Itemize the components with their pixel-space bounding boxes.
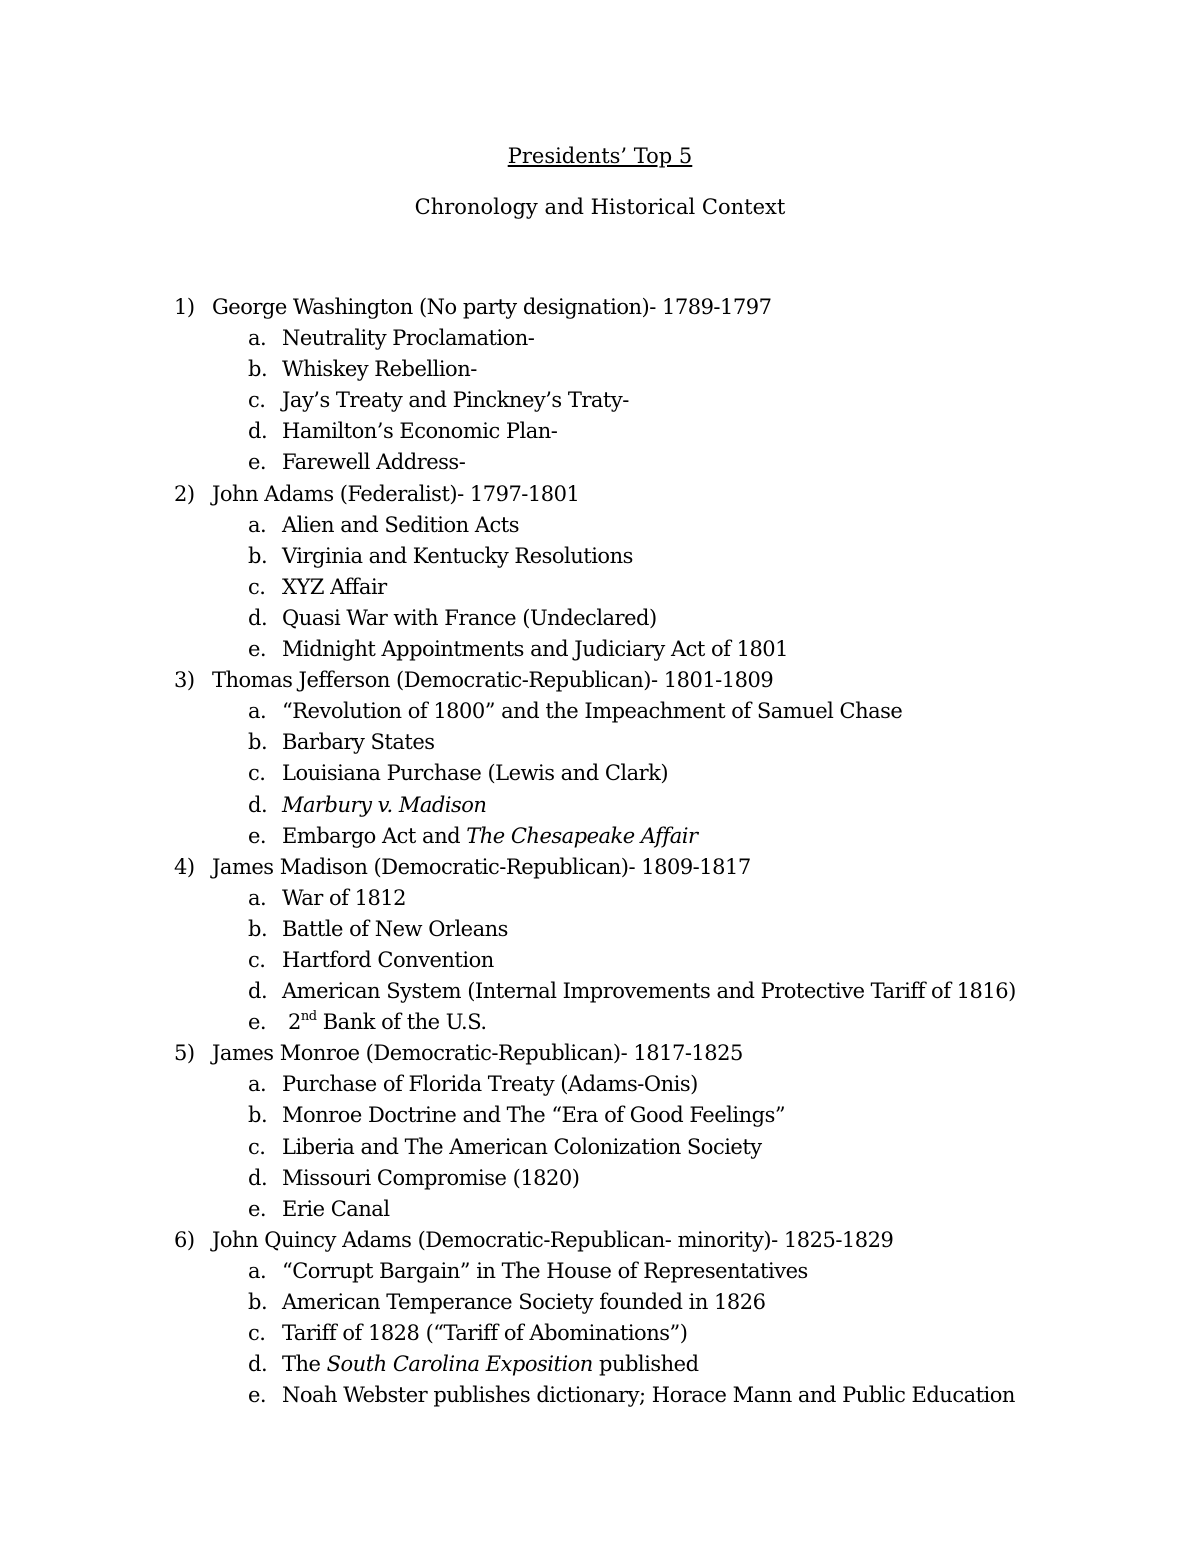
president-heading: Thomas Jefferson (Democratic-Republican)- 1801-1809 — [212, 668, 774, 693]
event-text — [288, 1007, 487, 1038]
event-item — [174, 727, 1174, 758]
list-letter: d. — [248, 1352, 268, 1377]
list-number: 3) — [174, 668, 195, 693]
event-item — [174, 354, 1174, 385]
event-text: Jay’s Treaty and Pinckney’s Traty- — [282, 388, 629, 413]
president-heading: John Quincy Adams (Democratic-Republican- minority)- 1825-1829 — [212, 1227, 894, 1252]
president-item — [174, 665, 1174, 696]
event-text-italic: The Chesapeake Affair — [466, 823, 698, 848]
president-heading: James Madison (Democratic-Republican)- 1809-1817 — [212, 854, 751, 879]
event-text: Noah Webster publishes dictionary; Horace Mann and Public Education — [282, 1383, 1015, 1408]
document-title: Presidents’ Top 5 — [507, 144, 693, 168]
list-letter: e. — [248, 450, 267, 475]
event-item — [174, 603, 1174, 634]
list-number: 6) — [174, 1227, 195, 1252]
president-heading: James Monroe (Democratic-Republican)- 1817-1825 — [212, 1041, 743, 1066]
list-letter: c. — [248, 388, 266, 413]
list-letter: d. — [248, 605, 268, 630]
list-letter: c. — [248, 1134, 266, 1159]
president-heading: John Adams (Federalist)- 1797-1801 — [212, 481, 580, 506]
list-letter: a. — [248, 326, 267, 351]
list-letter: e. — [248, 1383, 267, 1408]
event-text: War of 1812 — [282, 885, 407, 910]
event-text-part: The — [282, 1352, 327, 1377]
list-letter: a. — [248, 1258, 267, 1283]
ordinal-suffix: nd — [300, 1009, 317, 1025]
event-text: Neutrality Proclamation- — [282, 326, 535, 351]
event-text: American Temperance Society founded in 1826 — [282, 1290, 766, 1314]
event-text-part: Bank of the U.S. — [316, 1010, 487, 1035]
event-item — [174, 1069, 1174, 1100]
event-text: Erie Canal — [282, 1196, 390, 1221]
event-item — [174, 385, 1174, 416]
event-text-part: Embargo Act and — [282, 823, 467, 848]
event-text-part: published — [592, 1352, 699, 1377]
list-letter: b. — [248, 543, 268, 568]
event-item — [174, 541, 1174, 572]
event-item — [174, 447, 1174, 478]
list-letter: a. — [248, 885, 267, 910]
list-letter: b. — [248, 730, 268, 755]
event-item — [174, 1194, 1174, 1225]
event-item — [174, 323, 1174, 354]
event-item — [174, 758, 1174, 789]
event-item — [174, 1256, 1174, 1287]
list-letter: a. — [248, 1072, 267, 1097]
event-item — [174, 790, 1174, 821]
list-letter: b. — [248, 1103, 268, 1128]
event-text — [282, 1349, 699, 1380]
list-letter: d. — [248, 419, 268, 444]
list-letter: c. — [248, 947, 266, 972]
event-item — [174, 883, 1174, 914]
event-item — [174, 976, 1174, 1007]
event-text: Louisiana Purchase (Lewis and Clark) — [282, 761, 669, 786]
list-letter: d. — [248, 979, 268, 1004]
event-text: “Revolution of 1800” and the Impeachment of Samuel Chase — [282, 699, 903, 724]
event-text — [282, 790, 486, 821]
president-heading: George Washington (No party designation)- 1789-1797 — [212, 295, 772, 319]
president-item — [174, 479, 1174, 510]
president-item — [174, 292, 1174, 323]
case-name-italic: Marbury v. Madison — [282, 792, 487, 817]
event-text: XYZ Affair — [282, 574, 387, 599]
event-text: Tariff of 1828 (“Tariff of Abominations”) — [282, 1321, 688, 1346]
event-item — [174, 696, 1174, 727]
event-text: Hartford Convention — [282, 947, 494, 972]
event-item — [174, 1007, 1174, 1038]
event-item — [174, 416, 1174, 447]
event-item — [174, 572, 1174, 603]
event-item — [174, 1100, 1174, 1131]
event-item — [174, 1287, 1174, 1318]
list-letter: e. — [248, 1196, 267, 1221]
list-letter: b. — [248, 916, 268, 941]
event-text: Barbary States — [282, 730, 435, 755]
list-letter: d. — [248, 792, 268, 817]
list-letter: d. — [248, 1165, 268, 1190]
list-letter: a. — [248, 699, 267, 724]
event-text: Alien and Sedition Acts — [282, 512, 520, 537]
list-number: 4) — [174, 854, 195, 879]
president-item — [174, 1225, 1174, 1256]
event-item — [174, 945, 1174, 976]
event-text-italic: South Carolina Exposition — [326, 1352, 593, 1377]
list-letter: c. — [248, 1321, 266, 1346]
event-item — [174, 1380, 1174, 1411]
list-letter: b. — [248, 1290, 268, 1314]
event-text: Midnight Appointments and Judiciary Act of 1801 — [282, 637, 789, 662]
event-item — [174, 1349, 1174, 1380]
event-text: Whiskey Rebellion- — [282, 357, 477, 382]
list-letter: c. — [248, 574, 266, 599]
event-item — [174, 914, 1174, 945]
list-number: 5) — [174, 1041, 195, 1066]
event-item — [174, 510, 1174, 541]
president-item — [174, 1038, 1174, 1069]
event-item — [174, 1318, 1174, 1349]
president-item — [174, 852, 1174, 883]
list-letter: e. — [248, 823, 267, 848]
event-text: Battle of New Orleans — [282, 916, 508, 941]
event-text — [282, 821, 698, 852]
event-text: Quasi War with France (Undeclared) — [282, 605, 657, 630]
event-text: Purchase of Florida Treaty (Adams-Onis) — [282, 1072, 698, 1097]
list-number: 2) — [174, 481, 195, 506]
list-letter: e. — [248, 1010, 267, 1035]
event-item — [174, 1163, 1174, 1194]
event-text: Missouri Compromise (1820) — [282, 1165, 580, 1190]
list-number: 1) — [174, 295, 195, 319]
presidents-outline — [174, 292, 1174, 1411]
list-letter: a. — [248, 512, 267, 537]
event-text-part: 2 — [288, 1010, 301, 1035]
document-subtitle: Chronology and Historical Context — [414, 195, 786, 219]
event-item — [174, 1132, 1174, 1163]
event-text: Liberia and The American Colonization Society — [282, 1134, 762, 1159]
list-letter: c. — [248, 761, 266, 786]
event-item — [174, 821, 1174, 852]
event-text: American System (Internal Improvements and Protective Tariff of 1816) — [282, 979, 1016, 1004]
event-item — [174, 634, 1174, 665]
event-text: Farewell Address- — [282, 450, 466, 475]
event-text: Virginia and Kentucky Resolutions — [282, 543, 633, 568]
event-text: Monroe Doctrine and The “Era of Good Feelings” — [282, 1103, 786, 1128]
list-letter: b. — [248, 357, 268, 382]
event-text: “Corrupt Bargain” in The House of Representatives — [282, 1258, 808, 1283]
list-letter: e. — [248, 637, 267, 662]
event-text: Hamilton’s Economic Plan- — [282, 419, 558, 444]
